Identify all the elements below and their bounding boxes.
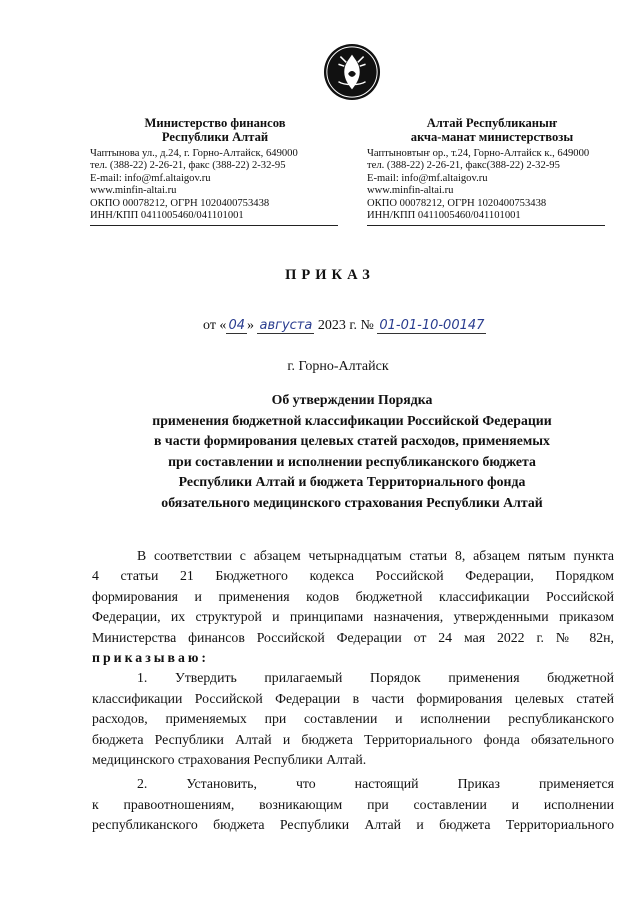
order-word: приказываю: bbox=[92, 650, 210, 666]
paragraph-item-2: 2. Установить, что настоящий Приказ применяется к правоотношениям, возникающим при составлении и исполнении республиканского бюджета Республики Алтай и бюджета Территориального bbox=[92, 776, 614, 833]
document-body bbox=[92, 546, 614, 836]
paragraph-preamble: В соответствии с абзацем четырнадцатым статьи 8, абзацем пятым пункта 4 статьи 21 Бюджетного кодекса Российской Федерации, Порядком формирования и применения кодов бюджетной классификации Российской Федерации, их структурой и принципами назначения, утвержденными приказом Министерства финансов Российской Федерации от 24 мая 2022 г. № 82н, приказываю: bbox=[92, 546, 614, 668]
date-number-line: от « 04 » августа 2023 г. № 01-01-10-00147 bbox=[203, 318, 485, 333]
city-line: г. Горно-Алтайск bbox=[287, 359, 389, 374]
date-month: августа bbox=[259, 318, 313, 333]
sender-contacts-alt: Чаптыновтыҥ ор., т.24, Горно-Алтайск к., 649000 тел. (388-22) 2-26-21, факс(388-22) 2-32-95 E-mail: info@mf.altaigov.ru www.minfin-altai.ru ОКПО 00078212, ОГРН 1020400753438 ИНН/КПП 0411005460/041101001 bbox=[367, 148, 590, 222]
document-type: ПРИКАЗ bbox=[285, 267, 375, 283]
sender-block-alt bbox=[367, 116, 617, 222]
document-number: 01-01-10-00147 bbox=[379, 318, 485, 333]
header-divider-left bbox=[90, 225, 338, 226]
paragraph-item-1: 1. Утвердить прилагаемый Порядок применения бюджетной классификации Российской Федерации в части формирования целевых статей расходов, применяемых при составлении и исполнении республиканского бюджета Республики Алтай и бюджета Территориального фонда обязательного медицинского страхования Республики Алтай. bbox=[92, 670, 614, 768]
sender-contacts-ru: Чаптынова ул., д.24, г. Горно-Алтайск, 649000 тел. (388-22) 2-26-21, факс (388-22) 2-32-95 E-mail: info@mf.altaigov.ru www.minfin-altai.ru ОКПО 00078212, ОГРН 1020400753438 ИНН/КПП 0411005460/041101001 bbox=[90, 148, 298, 222]
coat-of-arms-icon bbox=[323, 43, 381, 101]
header-divider-right bbox=[367, 225, 605, 226]
sender-block-ru bbox=[90, 116, 340, 222]
date-day: 04 bbox=[228, 318, 245, 333]
document-title: Об утверждении Порядка применения бюджетной классификации Российской Федерации в части формирования целевых статей расходов, применяемых при составлении и исполнении республиканского бюджета Республики Алтай и бюджета Территориального фонда обязательного медицинского страхования Республики Алтай bbox=[152, 392, 552, 510]
sender-name-ru: Министерство финансов Республики Алтай bbox=[144, 116, 286, 144]
sender-name-alt: Алтай Республиканыҥ акча-манат министерствозы bbox=[410, 116, 574, 144]
